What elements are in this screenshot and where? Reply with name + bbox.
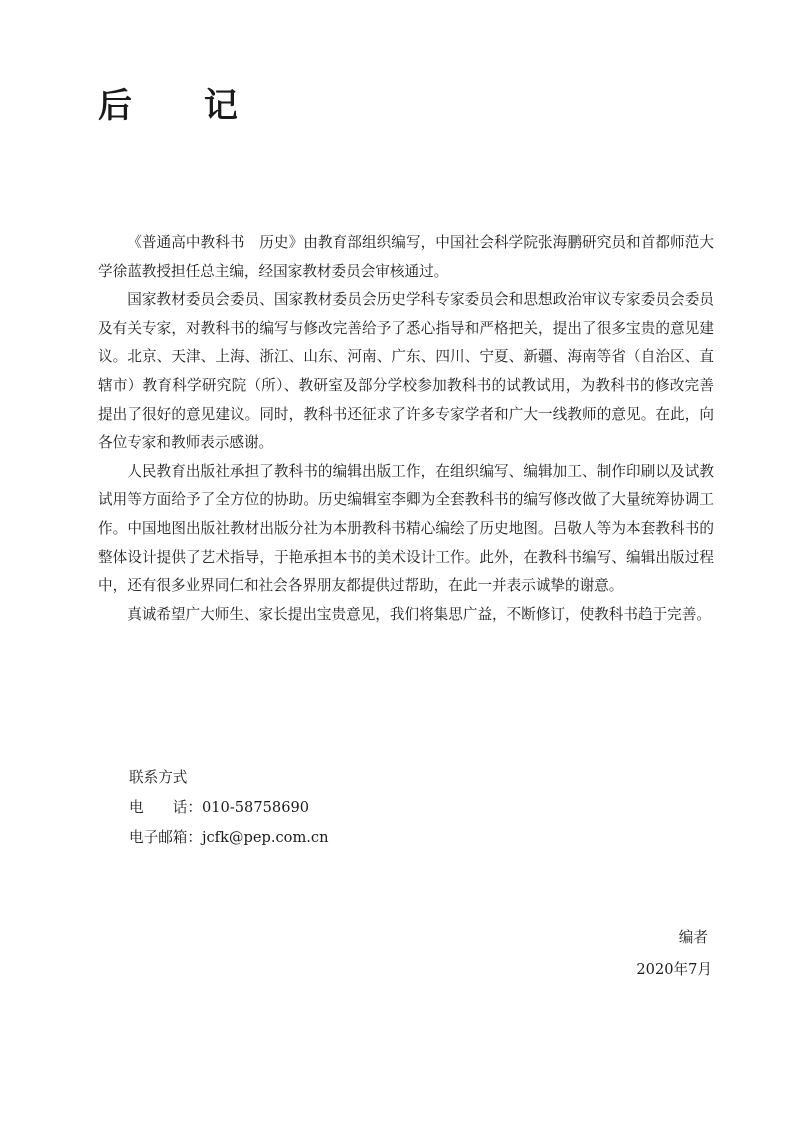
email-label: 电子邮箱： [129, 829, 202, 846]
paragraph-1: 《普通高中教科书 历史》由教育部组织编写，中国社会科学院张海鹏研究员和首都师范大学徐蓝教授担任总主编，经国家教材委员会审核通过。 [98, 234, 714, 280]
signature-author: 编者 [678, 929, 708, 946]
email-line [129, 823, 329, 853]
signature-date: 2020年7月 [636, 961, 712, 978]
contact-info [129, 763, 329, 853]
signature [636, 922, 712, 986]
paragraph-2: 国家教材委员会委员、国家教材委员会历史学科专家委员会和思想政治审议专家委员会委员及有关专家，对教科书的编写与修改完善给予了悉心指导和严格把关，提出了很多宝贵的意见建议。北京、天津、上海、浙江、山东、河南、广东、四川、宁夏、新疆、海南等省（自治区、直辖市）教育科学研究院（所）、教研室及部分学校参加教科书的试教试用，为教科书的修改完善提出了很好的意见建议。同时，教科书还征求了许多专家学者和广大一线教师的意见。在此，向各位专家和教师表示感谢。 [98, 291, 714, 452]
phone-number: 010-58758690 [201, 799, 310, 816]
page-title: 后 记 [98, 86, 268, 126]
paragraph-4: 真诚希望广大师生、家长提出宝贵意见，我们将集思广益，不断修订，使教科书趋于完善。 [127, 605, 711, 623]
contact-heading: 联系方式 [129, 769, 188, 786]
body-text [98, 229, 714, 629]
phone-label: 电 话： [129, 799, 202, 816]
email-address: jcfk@pep.com.cn [201, 829, 329, 846]
paragraph-3: 人民教育出版社承担了教科书的编辑出版工作，在组织编写、编辑加工、制作印刷以及试教试用等方面给予了全方位的协助。历史编辑室李卿为全套教科书的编写修改做了大量统筹协调工作。中国地图出版社教材出版分社为本册教科书精心编绘了历史地图。吕敬人等为本套教科书的整体设计提供了艺术指导，于艳承担本书的美术设计工作。此外，在教科书编写、编辑出版过程中，还有很多业界同仁和社会各界朋友都提供过帮助，在此一并表示诚挚的谢意。 [98, 462, 714, 595]
phone-line [129, 793, 329, 823]
